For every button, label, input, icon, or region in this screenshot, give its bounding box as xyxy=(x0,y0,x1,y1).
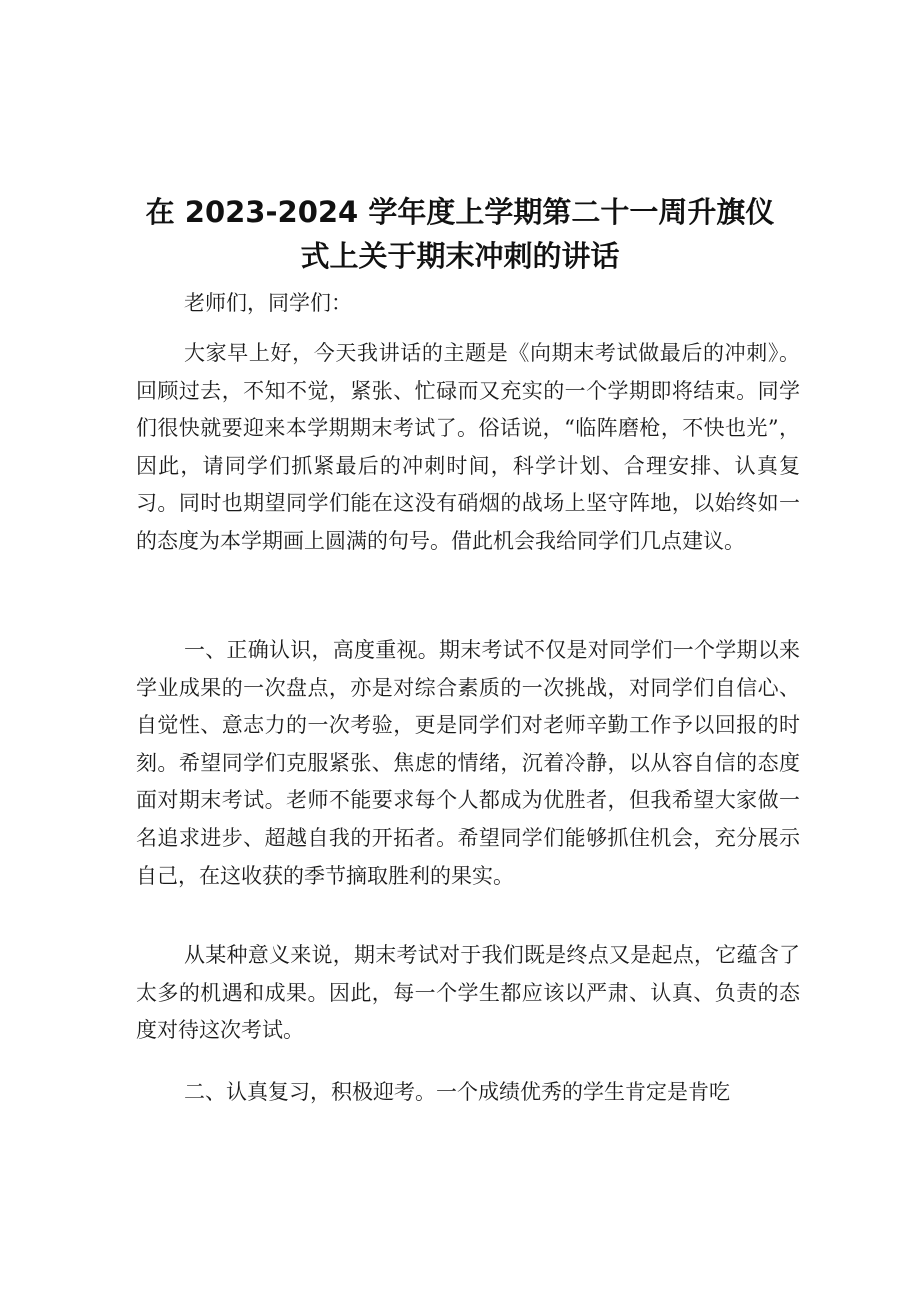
document-title-line-2: 式上关于期末冲刺的讲话 xyxy=(300,239,620,273)
paragraph-2-container xyxy=(136,632,800,895)
paragraph-3: 从某种意义来说，期末考试对于我们既是终点又是起点，它蕴含了太多的机遇和成果。因此，每一个学生都应该以严肃、认真、负责的态度对待这次考试。 xyxy=(136,943,800,1043)
paragraph-4: 二、认真复习，积极迎考。一个成绩优秀的学生肯定是肯吃 xyxy=(184,1080,730,1104)
paragraph-1-container xyxy=(136,335,800,561)
paragraph-2: 一、正确认识，高度重视。期末考试不仅是对同学们一个学期以来学业成果的一次盘点，亦是对综合素质的一次挑战，对同学们自信心、自觉性、意志力的一次考验，更是同学们对老师辛勤工作予以回报的时刻。希望同学们克服紧张、焦虑的情绪，沉着冷静，以从容自信的态度面对期末考试。老师不能要求每个人都成为优胜者，但我希望大家做一名追求进步、超越自我的开拓者。希望同学们能够抓住机会，充分展示自己，在这收获的季节摘取胜利的果实。 xyxy=(136,638,800,888)
paragraph-3-container xyxy=(136,937,800,1050)
paragraph-4-container xyxy=(136,1074,800,1112)
document-title-line-1: 在 2023-2024 学年度上学期第二十一周升旗仪 xyxy=(145,195,775,229)
salutation: 老师们，同学们： xyxy=(184,291,352,315)
paragraph-1: 大家早上好，今天我讲话的主题是《向期末考试做最后的冲刺》。回顾过去，不知不觉，紧张、忙碌而又充实的一个学期即将结束。同学们很快就要迎来本学期期末考试了。俗话说，“临阵磨枪，不快也光”，因此，请同学们抓紧最后的冲刺时间，科学计划、合理安排、认真复习。同时也期望同学们能在这没有硝烟的战场上坚守阵地，以始终如一的态度为本学期画上圆满的句号。借此机会我给同学们几点建议。 xyxy=(136,341,800,553)
